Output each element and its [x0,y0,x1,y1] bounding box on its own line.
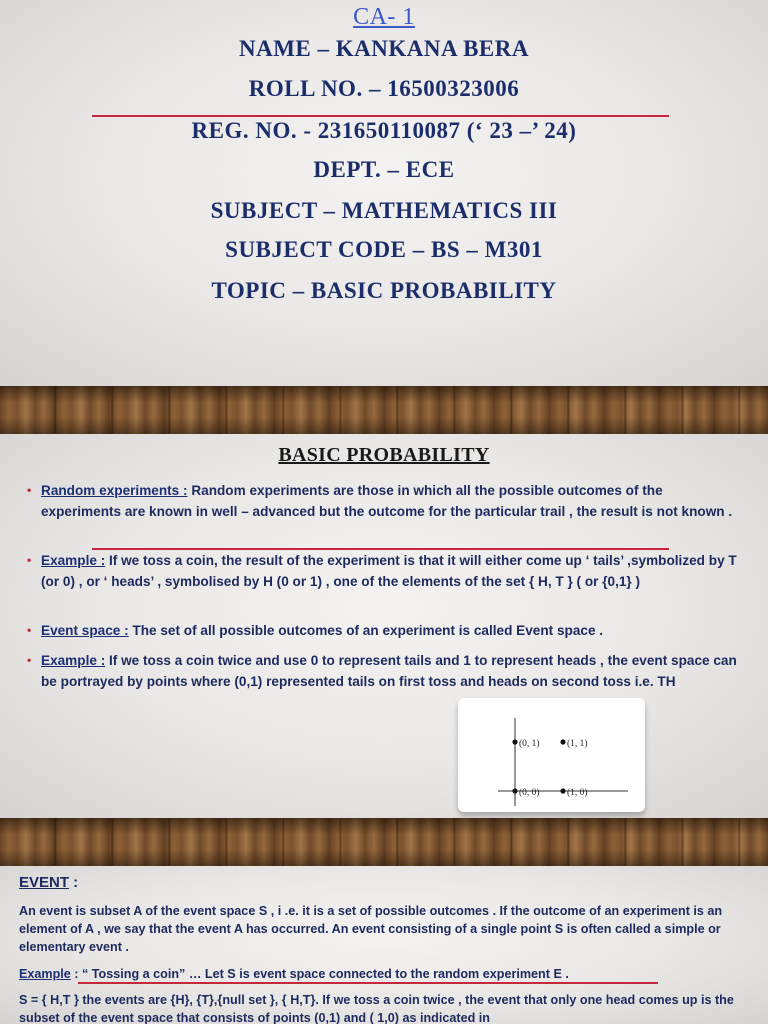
bullet-example-1 [27,550,741,592]
wood-floor-divider [0,386,768,434]
example-underline [78,982,658,984]
bullet-dot-icon: • [27,553,32,567]
ca-text: CA- 1 [353,4,415,30]
bullet-event-space [27,620,741,641]
department: DEPT. – ECE [313,157,455,182]
topic: TOPIC – BASIC PROBABILITY [211,278,557,303]
wood-floor-divider [0,818,768,866]
event-slide [0,866,768,1024]
registration-number: REG. NO. - 231650110087 (‘ 23 –’ 24) [191,118,577,143]
event-heading-colon: : [69,874,79,891]
event-point-label: (1, 0) [567,788,588,798]
bullet-dot-icon: • [27,483,32,497]
bullet-term: Example : [41,653,106,668]
bullet-term: Example : [41,553,106,568]
bullet-term: Random experiments : [41,483,188,498]
example-term: Example [19,967,71,981]
event-definition: An event is subset A of the event space S , i .e. it is a set of possible outcomes . If the outcome of an experiment is an element of A , we say that the event A has occurred. An event consisting of a single point S is often called a simple or elementary event . [19,904,723,954]
event-point-label: (0, 0) [519,788,540,798]
event-space-diagram [458,698,645,812]
subject: SUBJECT – MATHEMATICS III [210,198,558,223]
bullet-dot-icon: • [27,623,32,637]
title-divider [92,115,669,117]
bullet-text: Random experiments are those in which all the possible outcomes of the experiments are known in well – advanced but the outcome for the particular trail , the result is not known . [41,483,733,519]
event-point [512,739,517,744]
event-point [512,788,517,793]
example-text: : “ Tossing a coin” … Let S is event space connected to the random experiment E . [70,967,569,981]
bullet-text: If we toss a coin, the result of the experiment is that it will either come up ‘ tails’ ,symbolized by T (or 0) , or ‘ heads’ , symbolised by H (0 or 1) , one of the elements of the set { H, T } ( or {0,1} ) [41,553,737,589]
event-point-label: (1, 1) [567,739,588,749]
bullet-term: Event space : [41,623,129,638]
event-set-description: S = { H,T } the events are {H}, {T},{null set }, { H,T}. If we toss a coin twice , the event that only one head comes up is the subset of the event space that consists of points (0,1) and ( 1,0) as indicated in [19,993,734,1024]
bullet-dot-icon: • [27,653,32,667]
roll-number: ROLL NO. – 16500323006 [248,76,520,101]
event-example [19,965,749,983]
event-heading [19,874,78,891]
event-point-label: (0, 1) [519,739,540,749]
bullet-example-2 [27,650,741,692]
ca-label [0,4,768,31]
event-point [560,788,565,793]
event-space-plot [458,698,645,812]
bullet-text: The set of all possible outcomes of an experiment is called Event space . [128,623,604,638]
subject-code: SUBJECT CODE – BS – M301 [225,237,543,262]
slide-title: BASIC PROBABILITY [278,444,490,466]
bullet-text: If we toss a coin twice and use 0 to represent tails and 1 to represent heads , the event space can be portrayed by points where (0,1) represented tails on first toss and heads on second toss i.e. TH [41,653,737,689]
basic-probability-slide [0,434,768,818]
title-slide [0,0,768,386]
event-heading-text: EVENT [19,874,70,891]
bullet-random-experiments [27,480,741,522]
student-name: NAME – KANKANA BERA [239,36,529,61]
event-point [560,739,565,744]
